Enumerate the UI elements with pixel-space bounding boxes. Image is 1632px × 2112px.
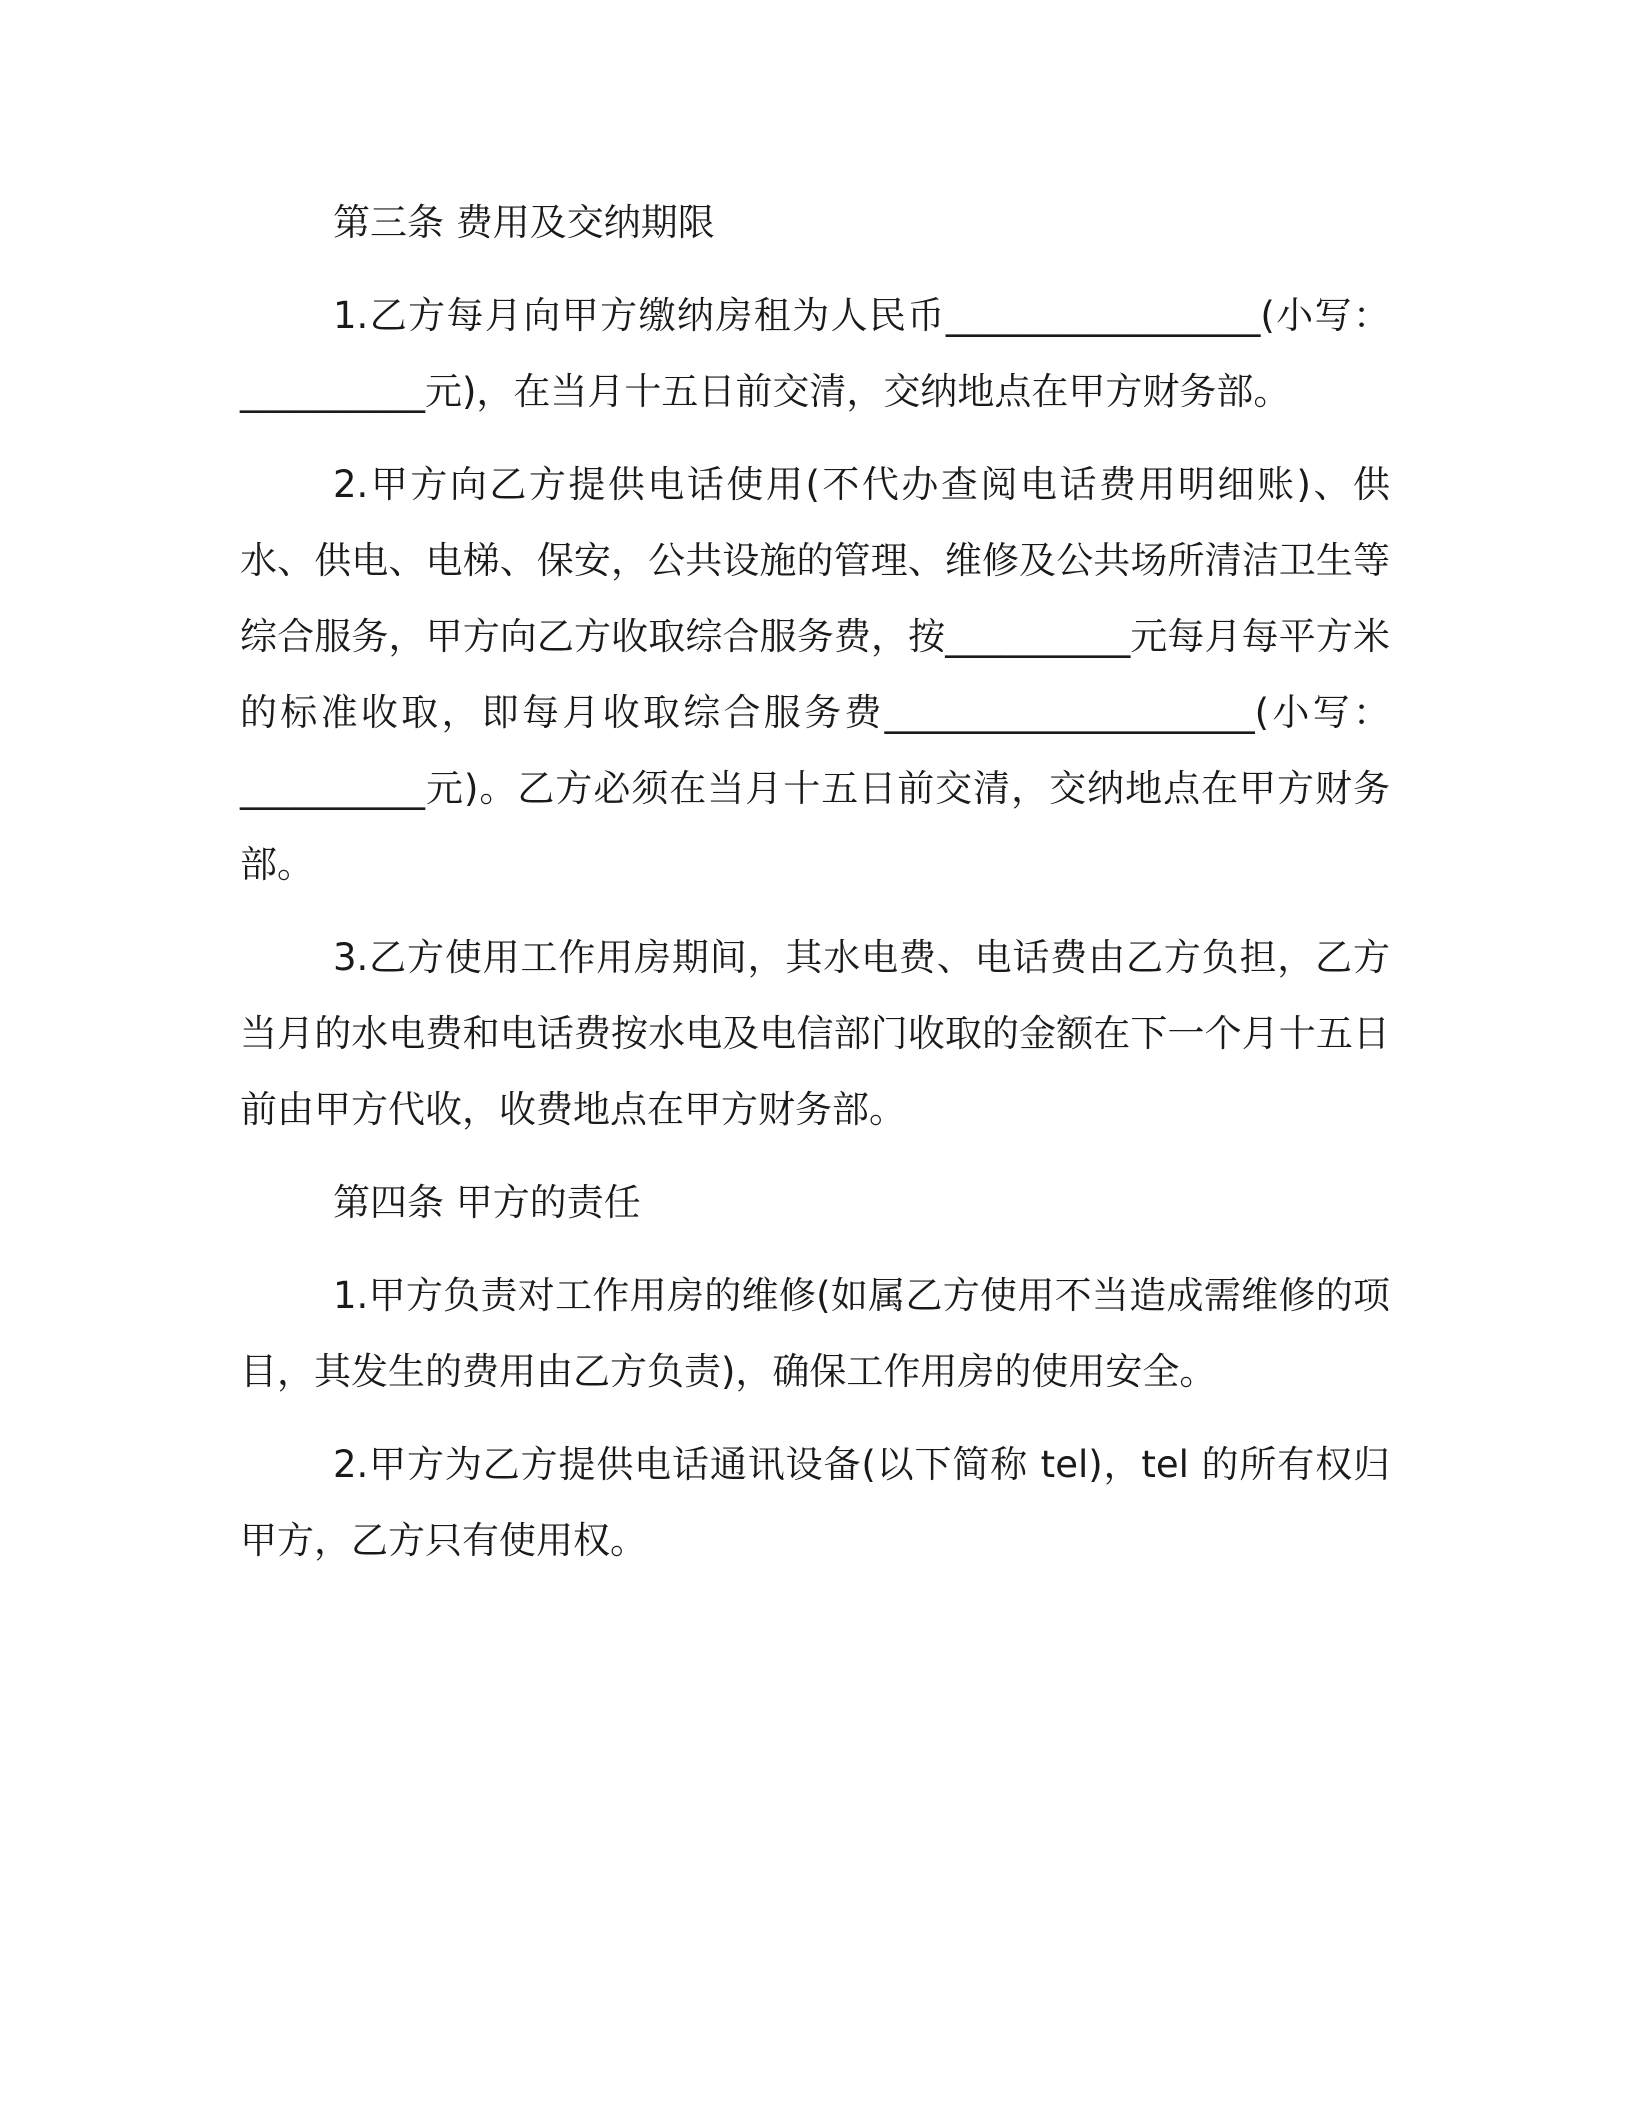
paragraph-telephone-equipment: 2.甲方为乙方提供电话通讯设备(以下简称 tel)，tel 的所有权归甲方，乙方只有使用权。: [240, 1443, 1390, 1562]
section-heading-article-3: 第三条 费用及交纳期限: [333, 201, 715, 244]
document-body: [240, 185, 1390, 1596]
paragraph-maintenance: 1.甲方负责对工作用房的维修(如属乙方使用不当造成需维修的项目，其发生的费用由乙方负责)，确保工作用房的使用安全。: [240, 1274, 1390, 1393]
paragraph-utility-fees: 3.乙方使用工作用房期间，其水电费、电话费由乙方负担，乙方当月的水电费和电话费按水电及电信部门收取的金额在下一个月十五日前由甲方代收，收费地点在甲方财务部。: [240, 936, 1390, 1131]
paragraph-rent-payment: 1.乙方每月向甲方缴纳房租为人民币_________________(小写：__________元)，在当月十五日前交清，交纳地点在甲方财务部。: [240, 294, 1390, 413]
section-heading-article-4: 第四条 甲方的责任: [333, 1181, 641, 1224]
paragraph-service-fee: 2.甲方向乙方提供电话使用(不代办查阅电话费用明细账)、供水、供电、电梯、保安，公共设施的管理、维修及公共场所清洁卫生等综合服务，甲方向乙方收取综合服务费，按__________元每月每平方米的标准收取，即每月收取综合服务费____________________(小写：__________元)。乙方必须在当月十五日前交清，交纳地点在甲方财务部。: [240, 463, 1390, 886]
